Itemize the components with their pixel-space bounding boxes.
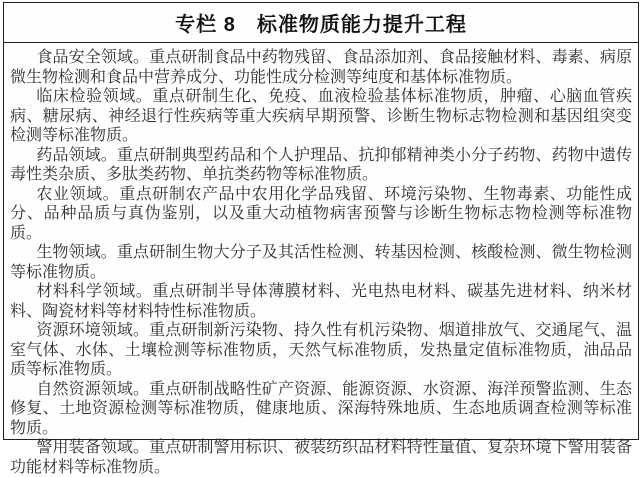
paragraph-text: 重点研制生物大分子及其活性检测、转基因检测、核酸检测、微生物检测等标准物质。 [10,244,632,281]
column-title-row [4,3,638,43]
paragraph-lead: 警用装备领域。 [36,439,150,456]
paragraph-police-equipment [10,438,632,477]
paragraph-text: 重点研制半导体薄膜材料、光电热电材料、碳基先进材料、纳米材料、陶瓷材料等材料特性标准物质。 [10,283,632,320]
paragraph-text: 重点研制农产品中农用化学品残留、环境污染物、生物毒素、功能性成分、品种品质与真伪鉴别，以及重大动植物病害预警与诊断生物标志物检测等标准物质。 [10,185,632,242]
column-box [3,2,639,476]
paragraph-materials-science [10,282,632,321]
paragraph-lead: 食品安全领域。 [36,49,150,66]
paragraph-pharmaceuticals [10,146,632,185]
paragraph-lead: 农业领域。 [36,185,120,203]
paragraph-text: 重点研制典型药品和个人护理品、抗抑郁精神类小分子药物、药物中遗传毒性类杂质、多肽类药物、单抗类药物等标准物质。 [10,146,632,183]
paragraph-food-safety [10,48,632,87]
paragraph-lead: 临床检验领域。 [36,88,153,105]
column-title: 专栏 8 标准物质能力提升工程 [175,14,467,36]
paragraph-biology [10,243,632,282]
paragraph-text: 重点研制生化、免疫、血液检验基体标准物质，肿瘤、心脑血管疾病、糖尿病、神经退行性疾病等重大疾病早期预警、诊断生物标志物检测和基因组突变检测等标准物质。 [10,88,632,144]
paragraph-text: 重点研制新污染物、持久性有机污染物、烟道排放气、交通尾气、温室气体、水体、土壤检测等标准物质，天然气标准物质，发热量定值标准物质，油品品质等标准物质。 [10,322,632,378]
paragraph-natural-resources [10,380,632,439]
paragraph-text: 重点研制战略性矿产资源、能源资源、水资源、海洋预警监测、生态修复、土地资源检测等标准物质，健康地质、深海特殊地质、生态地质调查检测等标准物质。 [10,380,632,437]
paragraph-lead: 自然资源领域。 [36,380,150,398]
paragraph-text: 重点研制食品中药物残留、食品添加剂、食品接触材料、毒素、病原微生物检测和食品中营养成分、功能性成分检测等纯度和基体标准物质。 [10,49,632,86]
paragraph-lead: 资源环境领域。 [36,322,150,339]
paragraph-text: 重点研制警用标识、被装纺织品材料特性量值、复杂环境下警用装备功能材料等标准物质。 [10,439,632,476]
paragraph-lead: 药品领域。 [36,146,117,164]
column-body [4,43,638,476]
paragraph-clinical-testing [10,87,632,146]
paragraph-lead: 材料科学领域。 [36,283,153,300]
paragraph-resources-environment [10,321,632,380]
paragraph-lead: 生物领域。 [36,244,117,261]
paragraph-agriculture [10,185,632,244]
